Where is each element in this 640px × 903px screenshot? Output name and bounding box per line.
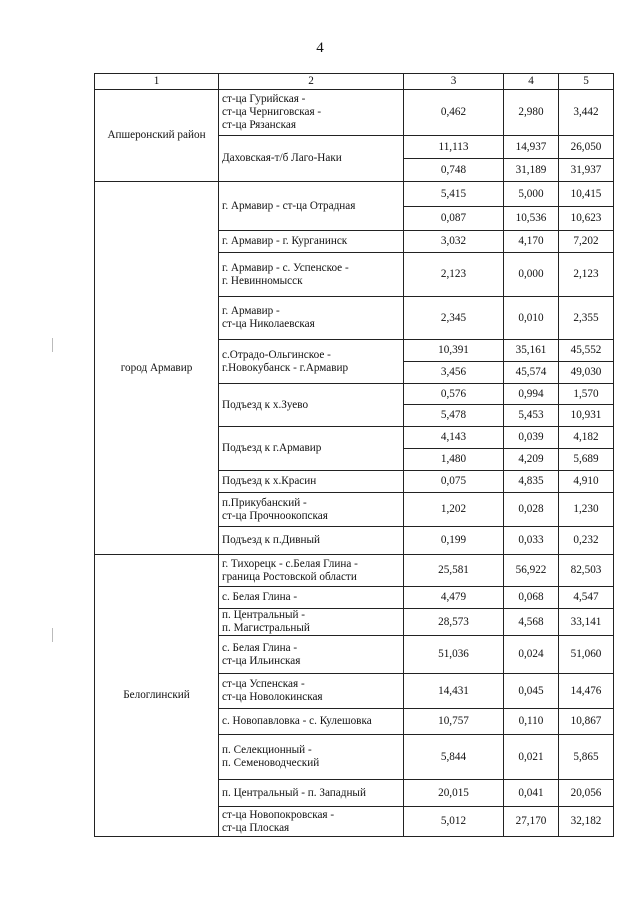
value-col-5: 20,056 <box>559 780 614 807</box>
road-name <box>219 674 404 709</box>
road-name <box>219 609 404 636</box>
value-col-5: 1,570 <box>559 384 614 405</box>
value-col-5: 4,547 <box>559 587 614 609</box>
value-col-4: 2,980 <box>504 90 559 136</box>
value-col-4: 14,937 <box>504 136 559 159</box>
road-name-line: с. Белая Глина - <box>222 641 298 654</box>
road-name-line: ст-ца Ильинская <box>222 654 301 667</box>
value-col-3: 4,143 <box>404 427 504 449</box>
value-col-3: 0,199 <box>404 527 504 555</box>
value-col-4: 4,568 <box>504 609 559 636</box>
region-name: Белоглинский <box>95 555 219 837</box>
value-col-3: 5,012 <box>404 807 504 837</box>
value-col-4: 4,170 <box>504 231 559 253</box>
road-name-line: ст-ца Прочноокопская <box>222 509 328 522</box>
value-col-5: 33,141 <box>559 609 614 636</box>
header-cell: 4 <box>504 74 559 90</box>
value-col-4: 0,041 <box>504 780 559 807</box>
value-col-5: 26,050 <box>559 136 614 159</box>
road-name <box>219 780 404 807</box>
value-col-3: 5,478 <box>404 405 504 427</box>
value-col-5: 5,865 <box>559 735 614 780</box>
value-col-4: 27,170 <box>504 807 559 837</box>
page-number: 4 <box>316 40 324 56</box>
value-col-5: 10,623 <box>559 207 614 231</box>
value-col-3: 0,748 <box>404 159 504 182</box>
value-col-3: 2,123 <box>404 253 504 297</box>
value-col-4: 45,574 <box>504 362 559 384</box>
road-name-line: Подъезд к п.Дивный <box>222 534 321 546</box>
scan-mark-lower <box>52 628 53 642</box>
road-name-line: г.Новокубанск - г.Армавир <box>222 361 349 374</box>
road-name <box>219 340 404 384</box>
road-name <box>219 297 404 340</box>
header-cell: 5 <box>559 74 614 90</box>
road-name-line: п. Центральный - п. Западный <box>222 786 366 799</box>
road-name <box>219 90 404 136</box>
road-name-line: ст-ца Гурийская - <box>222 93 306 105</box>
value-col-3: 0,576 <box>404 384 504 405</box>
road-name <box>219 384 404 427</box>
value-col-5: 10,867 <box>559 709 614 735</box>
road-name-line: г. Армавир - <box>222 305 280 317</box>
road-name-line: с. Новопавловка - с. Кулешовка <box>222 715 372 727</box>
value-col-3: 1,480 <box>404 449 504 471</box>
value-col-5: 3,442 <box>559 90 614 136</box>
road-name <box>219 427 404 471</box>
road-name <box>219 807 404 837</box>
value-col-5: 5,689 <box>559 449 614 471</box>
road-name <box>219 709 404 735</box>
value-col-5: 0,232 <box>559 527 614 555</box>
value-col-4: 31,189 <box>504 159 559 182</box>
value-col-5: 10,415 <box>559 182 614 207</box>
road-name-line: ст-ца Черниговская - <box>222 106 322 118</box>
header-cell: 1 <box>95 74 219 90</box>
value-col-3: 10,757 <box>404 709 504 735</box>
region-name: Апшеронский район <box>95 90 219 182</box>
value-col-4: 5,453 <box>504 405 559 427</box>
value-col-3: 28,573 <box>404 609 504 636</box>
road-name <box>219 182 404 231</box>
value-col-4: 35,161 <box>504 340 559 362</box>
table-row <box>95 182 614 207</box>
value-col-3: 1,202 <box>404 493 504 527</box>
value-col-4: 56,922 <box>504 555 559 587</box>
value-col-3: 51,036 <box>404 636 504 674</box>
value-col-3: 3,456 <box>404 362 504 384</box>
value-col-5: 2,123 <box>559 253 614 297</box>
road-name-line: ст-ца Плоская <box>222 821 290 834</box>
value-col-3: 5,844 <box>404 735 504 780</box>
value-col-3: 4,479 <box>404 587 504 609</box>
road-name-line: ст-ца Успенская - <box>222 678 305 690</box>
value-col-5: 10,931 <box>559 405 614 427</box>
road-name <box>219 471 404 493</box>
road-name-line: г. Тихорецк - с.Белая Глина - <box>222 557 358 570</box>
road-name-line: Подъезд к х.Зуево <box>222 398 309 411</box>
header-cell: 2 <box>219 74 404 90</box>
value-col-4: 0,000 <box>504 253 559 297</box>
value-col-5: 7,202 <box>559 231 614 253</box>
table-row <box>95 90 614 136</box>
value-col-3: 14,431 <box>404 674 504 709</box>
value-col-5: 4,910 <box>559 471 614 493</box>
road-name-line: п. Семеноводческий <box>222 757 320 769</box>
road-name <box>219 253 404 297</box>
value-col-3: 11,113 <box>404 136 504 159</box>
road-name-line: г. Невинномысск <box>222 274 303 287</box>
value-col-4: 0,045 <box>504 674 559 709</box>
value-col-4: 0,039 <box>504 427 559 449</box>
value-col-4: 0,110 <box>504 709 559 735</box>
value-col-4: 0,021 <box>504 735 559 780</box>
road-name-line: г. Армавир - с. Успенское - <box>222 261 349 274</box>
value-col-5: 82,503 <box>559 555 614 587</box>
road-name-line: Подъезд к х.Красин <box>222 475 317 487</box>
header-cell: 3 <box>404 74 504 90</box>
value-col-5: 51,060 <box>559 636 614 674</box>
scan-mark-upper <box>52 338 53 352</box>
value-col-4: 4,209 <box>504 449 559 471</box>
value-col-4: 0,028 <box>504 493 559 527</box>
road-name <box>219 527 404 555</box>
road-name <box>219 587 404 609</box>
road-name-line: Подъезд к г.Армавир <box>222 442 322 454</box>
road-name-line: п.Прикубанский - <box>222 496 307 509</box>
table-row <box>95 555 614 587</box>
header-row <box>95 74 614 90</box>
road-length-table <box>94 73 614 837</box>
value-col-4: 4,835 <box>504 471 559 493</box>
road-name-line: ст-ца Николаевская <box>222 318 315 330</box>
value-col-5: 2,355 <box>559 297 614 340</box>
road-name <box>219 136 404 182</box>
value-col-3: 0,075 <box>404 471 504 493</box>
road-name-line: ст-ца Рязанская <box>222 119 296 131</box>
road-name-line: с.Отрадо-Ольгинское - <box>222 348 331 361</box>
value-col-5: 1,230 <box>559 493 614 527</box>
road-name-line: с. Белая Глина - <box>222 591 298 603</box>
road-name-line: г. Армавир - ст-ца Отрадная <box>222 199 356 212</box>
road-name-line: ст-ца Новопокровская - <box>222 808 335 821</box>
value-col-4: 5,000 <box>504 182 559 207</box>
road-name-line: п. Центральный - <box>222 609 305 621</box>
road-name <box>219 555 404 587</box>
road-name-line: г. Армавир - г. Курганинск <box>222 235 348 247</box>
value-col-5: 45,552 <box>559 340 614 362</box>
road-name-line: п. Магистральный <box>222 622 310 634</box>
value-col-3: 20,015 <box>404 780 504 807</box>
value-col-3: 2,345 <box>404 297 504 340</box>
value-col-4: 0,010 <box>504 297 559 340</box>
value-col-4: 0,033 <box>504 527 559 555</box>
road-name <box>219 735 404 780</box>
value-col-5: 31,937 <box>559 159 614 182</box>
value-col-5: 49,030 <box>559 362 614 384</box>
road-name-line: ст-ца Новолокинская <box>222 691 323 703</box>
value-col-5: 14,476 <box>559 674 614 709</box>
region-name: город Армавир <box>95 182 219 555</box>
road-name-line: п. Селекционный - <box>222 744 312 756</box>
value-col-4: 0,068 <box>504 587 559 609</box>
value-col-3: 10,391 <box>404 340 504 362</box>
road-name-line: Даховская-т/б Лаго-Наки <box>222 152 342 164</box>
road-name <box>219 636 404 674</box>
value-col-3: 0,087 <box>404 207 504 231</box>
road-name-line: граница Ростовской области <box>222 570 357 583</box>
value-col-4: 0,994 <box>504 384 559 405</box>
value-col-5: 4,182 <box>559 427 614 449</box>
value-col-4: 0,024 <box>504 636 559 674</box>
value-col-3: 3,032 <box>404 231 504 253</box>
road-name <box>219 231 404 253</box>
value-col-5: 32,182 <box>559 807 614 837</box>
value-col-3: 25,581 <box>404 555 504 587</box>
value-col-3: 0,462 <box>404 90 504 136</box>
value-col-3: 5,415 <box>404 182 504 207</box>
road-name <box>219 493 404 527</box>
value-col-4: 10,536 <box>504 207 559 231</box>
